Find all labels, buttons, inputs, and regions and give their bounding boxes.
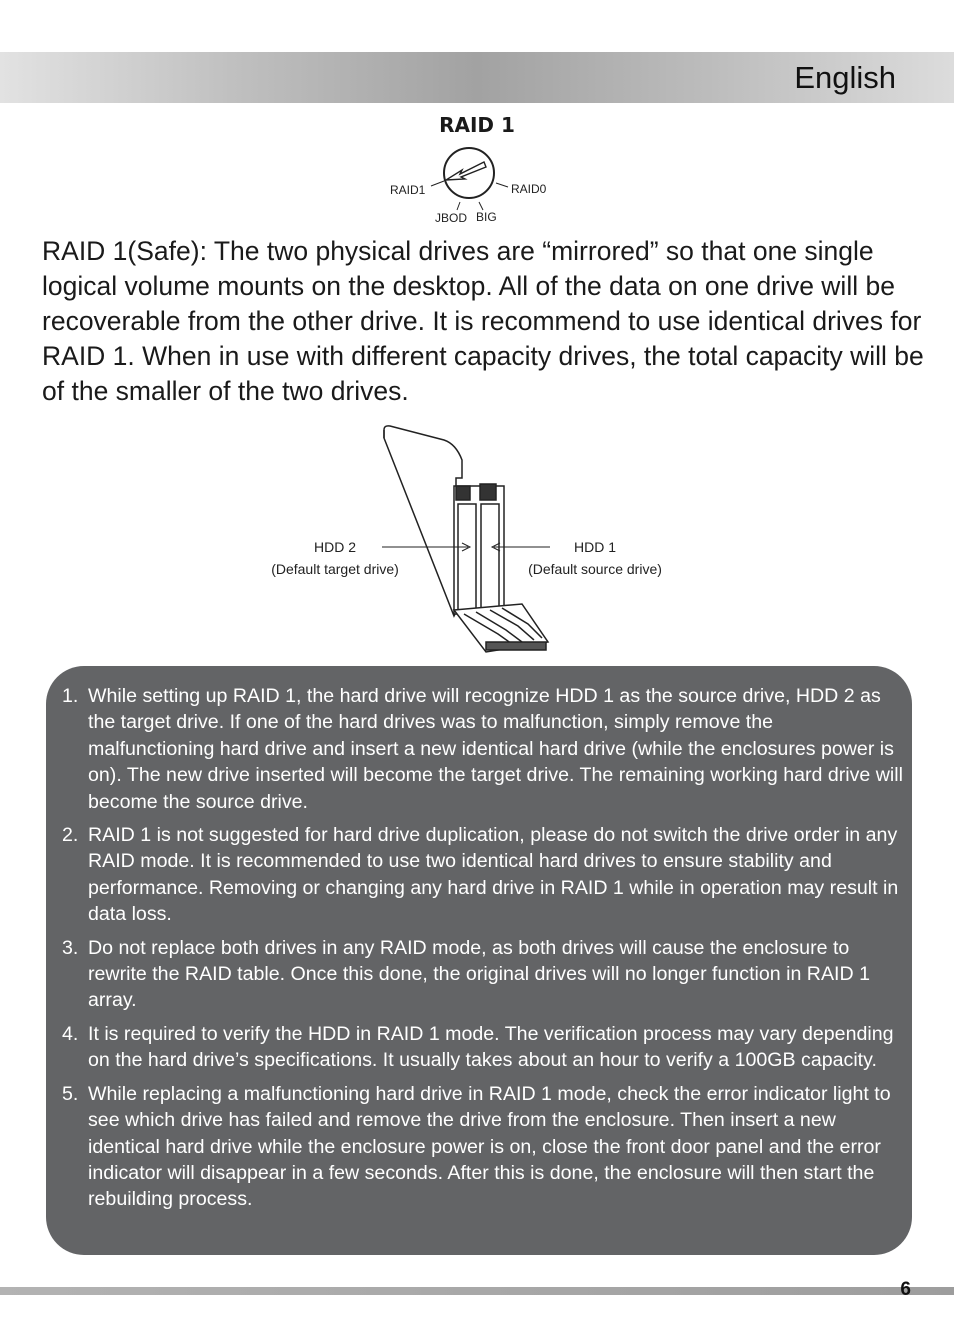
hdd2-label: HDD 2: [313, 539, 357, 555]
hdd1-role-label: (Default source drive): [528, 561, 662, 577]
dial-knob: [444, 148, 494, 198]
raid-mode-dial: [380, 140, 570, 232]
dial-tick-jbod: [457, 202, 460, 210]
note-item: [62, 1021, 904, 1074]
header-bar: [0, 52, 954, 103]
enclosure-door-open: [454, 604, 548, 652]
dial-label-jbod: JBOD: [435, 211, 468, 225]
dial-tick-big: [479, 202, 483, 210]
dial-label-raid1: RAID1: [390, 183, 426, 197]
raid1-description: RAID 1(Safe): The two physical drives are “mirrored” so that one single logical volume mounts on the desktop. All of the data on one drive will be recoverable from the other drive. It is recommend to use identical drives for RAID 1. When in use with different capacity drives, the total capacity will be of the smaller of the two drives.: [42, 236, 924, 406]
note-text: While replacing a malfunctioning hard drive in RAID 1 mode, check the error indicator light to see which drive has failed and remove the drive from the enclosure. Then insert a new identical hard drive while the enclosure power is on, close the front door panel and the error indicator will disappear in a few seconds. After this is done, the enclosure will then start the rebuilding process.: [88, 1082, 891, 1211]
note-number: 5.: [62, 1082, 79, 1105]
note-item: [62, 1081, 904, 1213]
note-number: 4.: [62, 1022, 79, 1045]
dial-label-big: BIG: [476, 210, 497, 224]
note-item: [62, 822, 904, 928]
note-item: [62, 935, 904, 1014]
enclosure-diagram: [250, 420, 690, 660]
hdd2-role-label: (Default target drive): [271, 561, 399, 577]
section-title: RAID 1: [439, 113, 515, 137]
note-item: [62, 683, 904, 815]
notes-list: [62, 683, 904, 1220]
note-number: 1.: [62, 685, 79, 707]
language-label: English: [794, 60, 896, 95]
note-text: It is required to verify the HDD in RAID 1 mode. The verification process may vary depending on the hard drive’s specifications. It usually takes about an hour to verify a 100GB capacity.: [88, 1022, 894, 1072]
note-text: While setting up RAID 1, the hard drive will recognize HDD 1 as the source drive, HDD 2 as the target drive. If one of the hard drives was to malfunction, simply remove the malfunctioning hard drive and insert a new identical hard drive (while the enclosures power is on). The new drive inserted will become the target drive. The remaining working hard drive will become the source drive.: [88, 685, 903, 813]
footer-bar: [0, 1287, 954, 1295]
note-text: Do not replace both drives in any RAID mode, as both drives will cause the enclosure to rewrite the RAID table. Once this done, the original drives will no longer function in RAID 1 array.: [88, 936, 870, 1012]
dial-tick-raid1: [431, 181, 444, 186]
dial-tick-raid0: [496, 183, 508, 187]
hdd1-label: HDD 1: [573, 539, 617, 555]
note-number: 3.: [62, 936, 79, 959]
page-number: 6: [900, 1279, 911, 1300]
notes-panel: [46, 666, 912, 1255]
dial-label-raid0: RAID0: [511, 182, 547, 196]
enclosure-body: [384, 426, 462, 616]
note-text: RAID 1 is not suggested for hard drive duplication, please do not switch the drive order in any RAID mode. It is recommended to use two identical hard drives to ensure stability and performance. Removing or changing any hard drive in RAID 1 while in operation may result in data loss.: [88, 824, 899, 926]
note-number: 2.: [62, 824, 79, 847]
